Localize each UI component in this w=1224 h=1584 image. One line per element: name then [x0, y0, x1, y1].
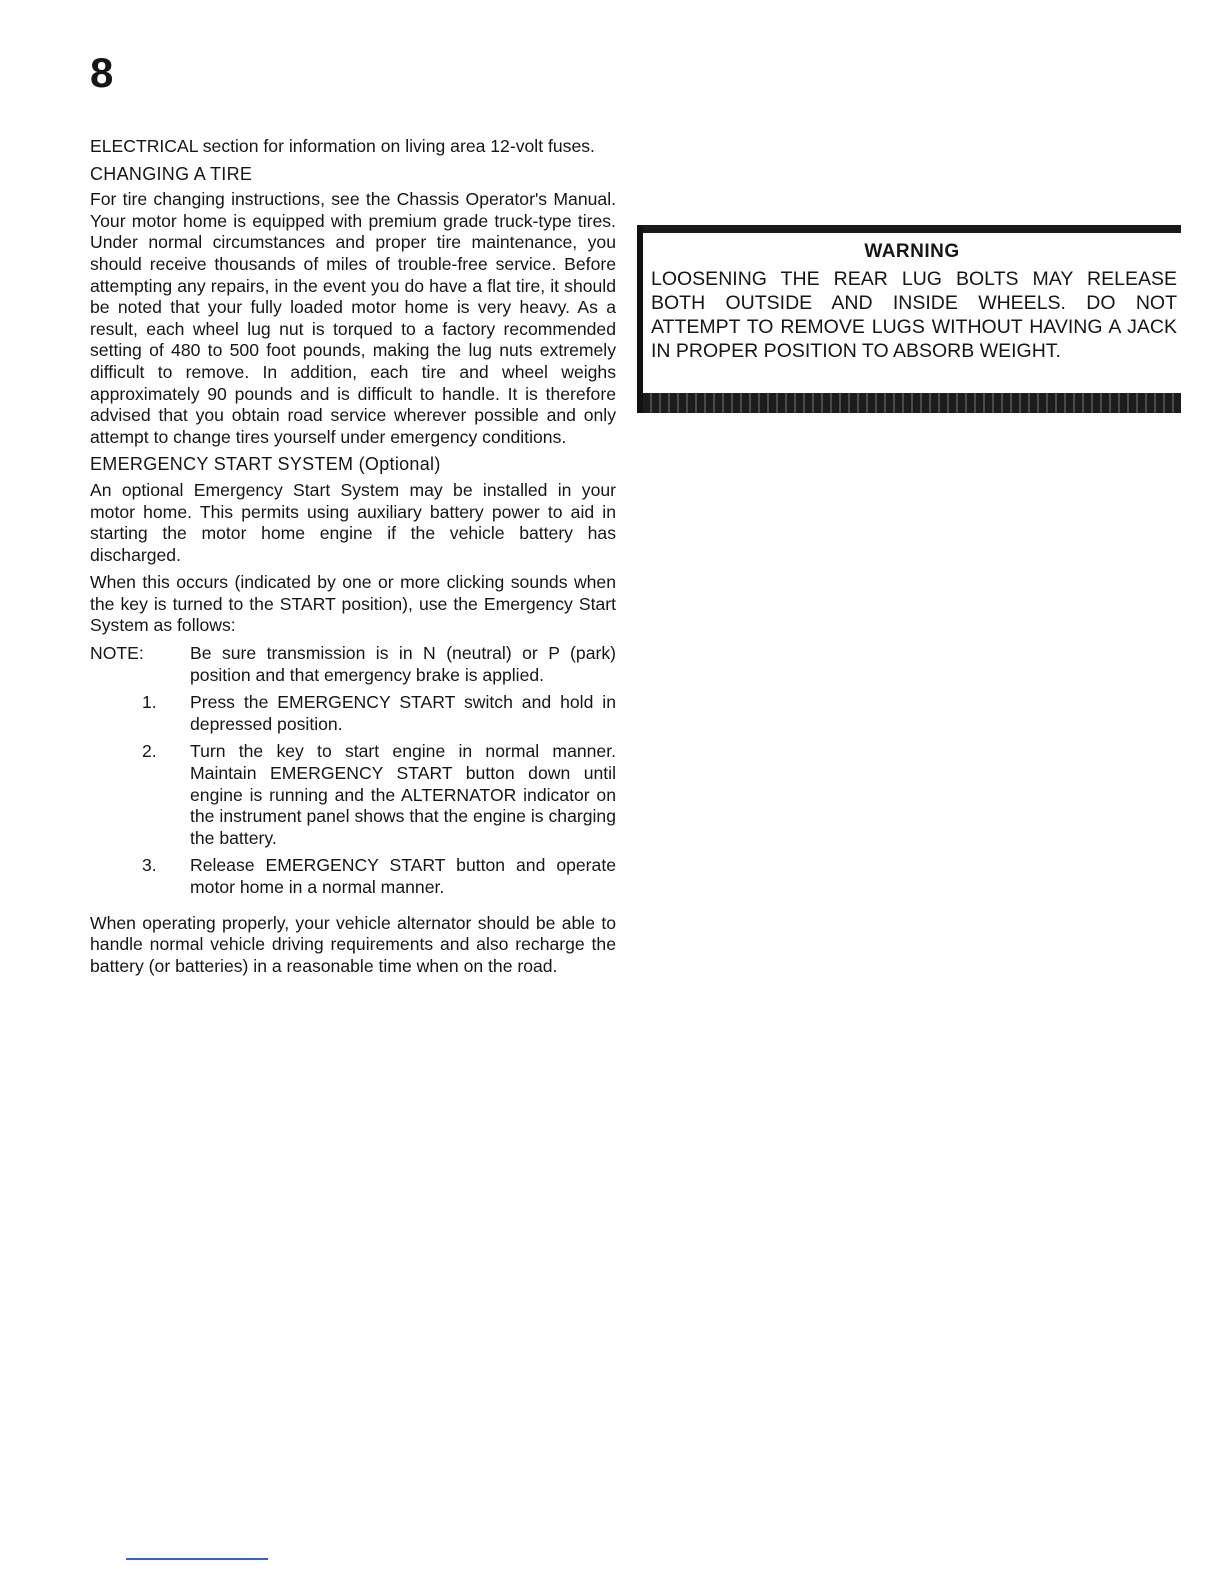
changing-tire-paragraph: For tire changing instructions, see the Chassis Operator's Manual. Your motor home is equipped with premium grade truck-type tires. Under normal circumstances and proper tire maintenance, you should receive thousands of miles of trouble-free service. Before attempting any repairs, in the event you do have a flat tire, it should be noted that your fully loaded motor home is very heavy. As a result, each wheel lug nut is torqued to a factory recommended setting of 480 to 500 foot pounds, making the lug nuts extremely difficult to remove. In addition, each tire and wheel weighs approximately 90 pounds and is difficult to handle. It is therefore advised that you obtain road service wherever possible and only attempt to change tires yourself under emergency conditions. — [90, 189, 616, 447]
note-block — [90, 643, 616, 686]
list-item — [90, 741, 616, 849]
list-item — [90, 692, 616, 735]
warning-top-bar — [643, 225, 1181, 233]
warning-bottom-bar — [643, 393, 1181, 413]
step-text: Release EMERGENCY START button and operate motor home in a normal manner. — [190, 855, 616, 897]
emergency-start-paragraph-1: An optional Emergency Start System may be installed in your motor home. This permits using auxiliary battery power to aid in starting the motor home engine if the vehicle battery has discharged. — [90, 479, 616, 565]
step-text: Turn the key to start engine in normal manner. Maintain EMERGENCY START button down until engine is running and the ALTERNATOR indicator on the instrument panel shows that the engine is charging the battery. — [190, 741, 616, 848]
step-number: 3. — [142, 855, 157, 876]
page-number: 8 — [90, 49, 114, 96]
step-text: Press the EMERGENCY START switch and hold in depressed position. — [190, 692, 616, 734]
heading-changing-tire: CHANGING A TIRE — [90, 163, 253, 184]
list-item — [90, 855, 616, 898]
warning-text: LOOSENING THE REAR LUG BOLTS MAY RELEASE BOTH OUTSIDE AND INSIDE WHEELS. DO NOT ATTEMPT TO REMOVE LUGS WITHOUT HAVING A JACK IN PROPER POSITION TO ABSORB WEIGHT. — [651, 268, 1177, 362]
closing-paragraph: When operating properly, your vehicle alternator should be able to handle normal vehicle driving requirements and also recharge the battery (or batteries) in a reasonable time when on the road. — [90, 912, 616, 976]
intro-paragraph: ELECTRICAL section for information on living area 12-volt fuses. — [90, 136, 595, 156]
step-number: 2. — [142, 741, 157, 762]
footer-rule — [126, 1558, 268, 1560]
emergency-start-paragraph-2: When this occurs (indicated by one or more clicking sounds when the key is turned to the START position), use the Emergency Start System as follows: — [90, 572, 616, 636]
warning-box — [637, 225, 1181, 413]
step-number: 1. — [142, 692, 157, 713]
warning-title: WARNING — [864, 241, 960, 262]
note-label: NOTE: — [90, 643, 144, 664]
note-text: Be sure transmission is in N (neutral) or P (park) position and that emergency brake is applied. — [190, 643, 616, 685]
steps-list — [90, 692, 616, 898]
main-column — [90, 136, 616, 983]
heading-emergency-start: EMERGENCY START SYSTEM (Optional) — [90, 454, 441, 475]
